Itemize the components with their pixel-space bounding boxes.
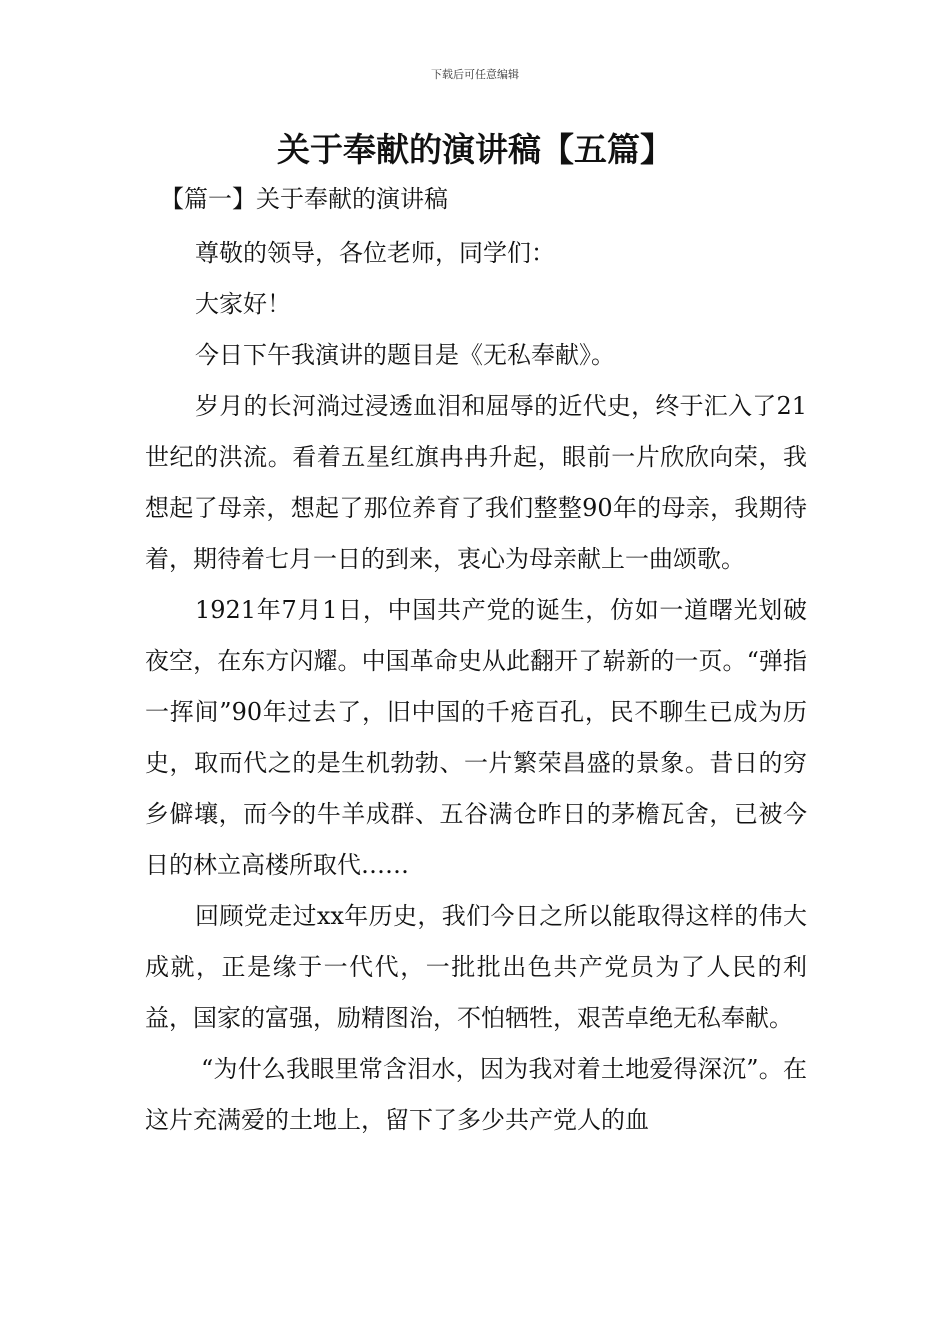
paragraph-salutation: 尊敬的领导，各位老师，同学们：: [195, 239, 555, 267]
document-title: 关于奉献的演讲稿【五篇】: [277, 130, 673, 169]
paragraph-greeting: 大家好！: [195, 290, 291, 318]
header-note: 下载后可任意编辑: [431, 68, 519, 81]
paragraph-history: 岁月的长河淌过浸透血泪和屈辱的近代史，终于汇入了21世纪的洪流。看着五星红旗冉冉升起，眼前一片欣欣向荣，我想起了母亲，想起了那位养育了我们整整90年的母亲，我期待着，期待着七月一日的到来，衷心为母亲献上一曲颂歌。: [145, 392, 807, 573]
section-heading: 【篇一】关于奉献的演讲稿: [160, 185, 448, 213]
paragraph-quote: “为什么我眼里常含泪水，因为我对着土地爱得深沉”。在这片充满爱的土地上，留下了多少共产党人的血: [145, 1055, 807, 1134]
paragraph-review: 回顾党走过xx年历史，我们今日之所以能取得这样的伟大成就，正是缘于一代代，一批批出色共产党员为了人民的利益，国家的富强，励精图治，不怕牺牲，艰苦卓绝无私奉献。: [145, 902, 807, 1032]
document-body: [145, 228, 807, 1146]
paragraph-topic: 今日下午我演讲的题目是《无私奉献》。: [195, 341, 615, 369]
paragraph-party-founding: 1921年7月1日，中国共产党的诞生，仿如一道曙光划破夜空，在东方闪耀。中国革命史从此翻开了崭新的一页。“弹指一挥间”90年过去了，旧中国的千疮百孔，民不聊生已成为历史，取而代之的是生机勃勃、一片繁荣昌盛的景象。昔日的穷乡僻壤，而今的牛羊成群、五谷满仓昨日的茅檐瓦舍，已被今日的林立高楼所取代……: [145, 596, 807, 879]
